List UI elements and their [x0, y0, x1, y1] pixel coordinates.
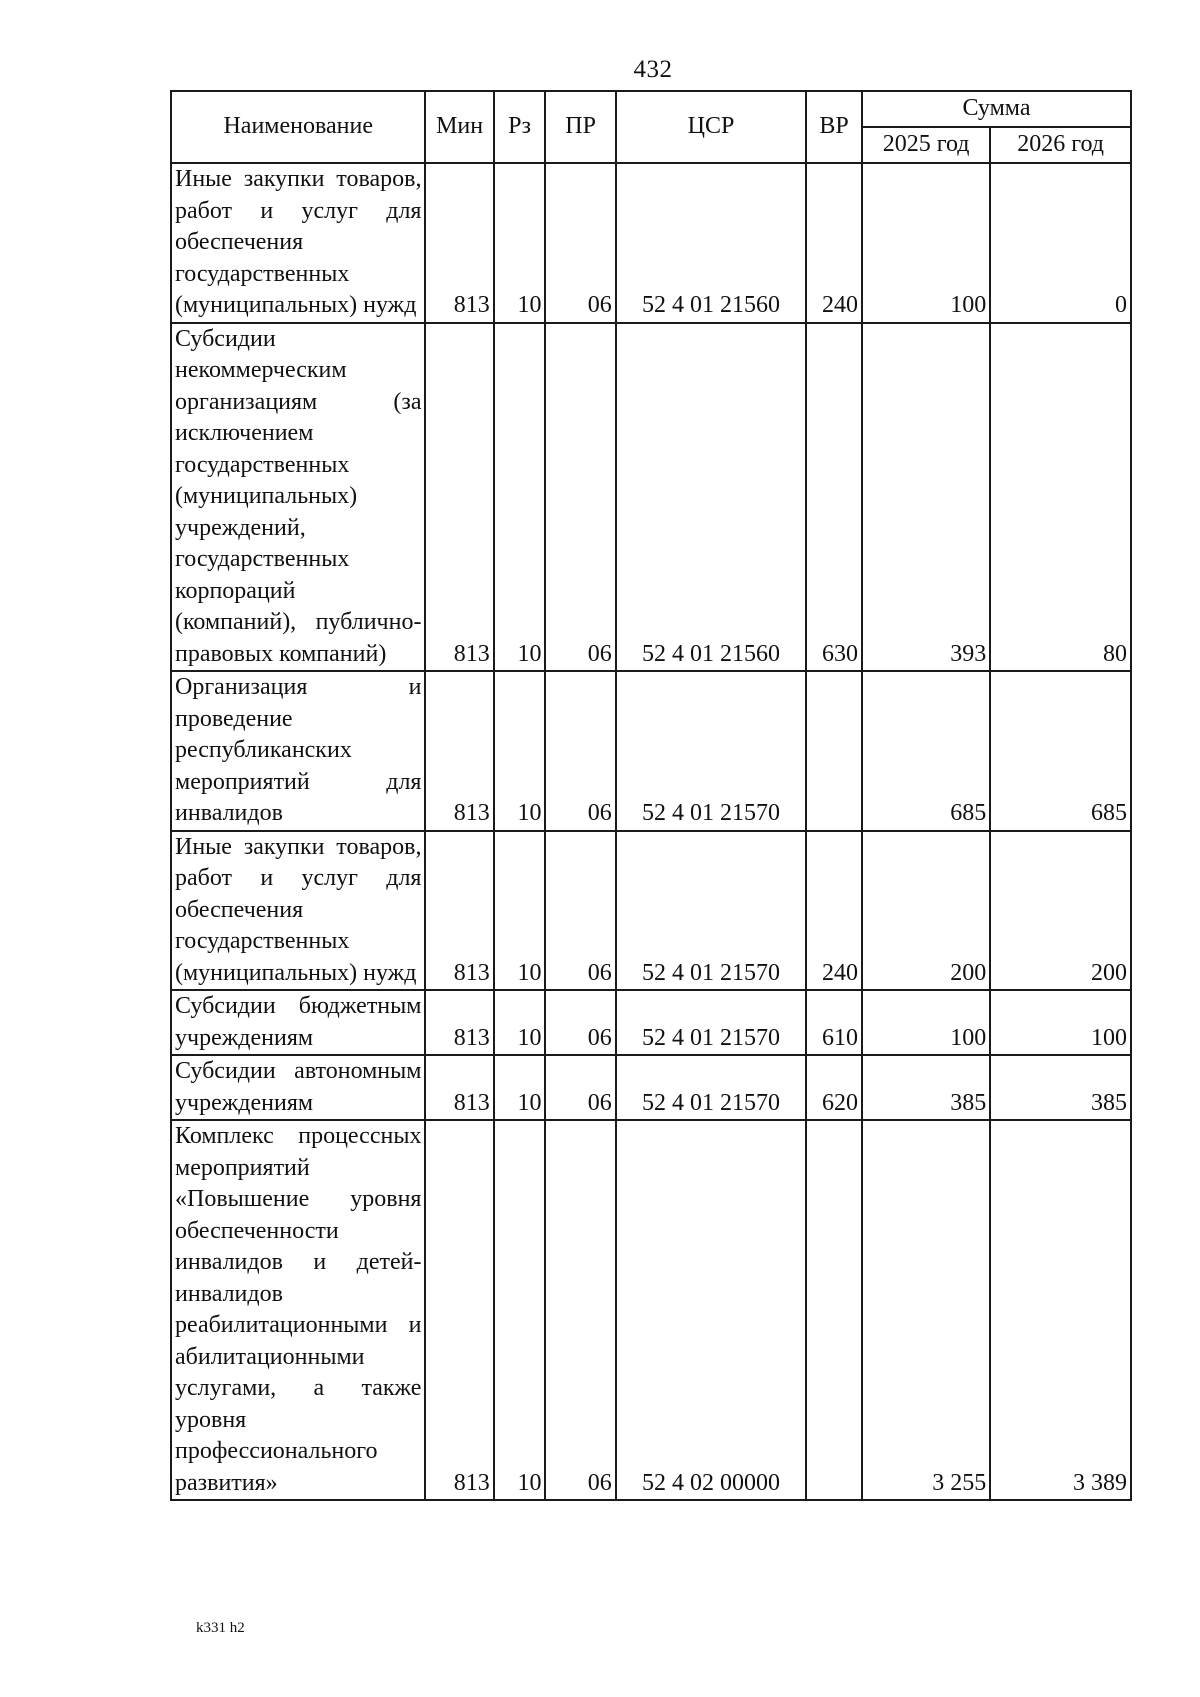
row-vr [806, 671, 862, 831]
page-number: 432 [633, 56, 673, 83]
table-row [171, 831, 1131, 991]
header-rz: Рз [494, 91, 546, 163]
row-vr [806, 1120, 862, 1500]
row-name: Комплекс процессных мероприятий «Повышение уровня обеспеченности инвалидов и детей-инвалидов реабилитационными и абилитационными услугами, а также уровня профессионального развития» [171, 1120, 425, 1500]
row-pr: 06 [545, 1120, 615, 1500]
table-row [171, 163, 1131, 323]
row-amount-2025: 100 [862, 990, 990, 1055]
row-min: 813 [425, 1055, 493, 1120]
row-vr: 630 [806, 323, 862, 672]
row-csr: 52 4 01 21560 [616, 163, 806, 323]
row-amount-2025: 100 [862, 163, 990, 323]
header-row [171, 91, 1131, 127]
row-min: 813 [425, 323, 493, 672]
row-csr: 52 4 01 21570 [616, 671, 806, 831]
header-name: Наименование [171, 91, 425, 163]
row-rz: 10 [494, 671, 546, 831]
row-name: Иные закупки товаров, работ и услуг для обеспечения государственных (муниципальных) нужд [171, 831, 425, 991]
row-amount-2025: 3 255 [862, 1120, 990, 1500]
row-pr: 06 [545, 163, 615, 323]
row-amount-2026: 200 [990, 831, 1131, 991]
table-row [171, 1055, 1131, 1120]
row-vr: 240 [806, 163, 862, 323]
row-amount-2025: 685 [862, 671, 990, 831]
header-pr: ПР [545, 91, 615, 163]
footer-code: k331 h2 [196, 1620, 245, 1636]
row-vr: 620 [806, 1055, 862, 1120]
row-vr: 240 [806, 831, 862, 991]
row-amount-2026: 0 [990, 163, 1131, 323]
row-min: 813 [425, 990, 493, 1055]
row-pr: 06 [545, 323, 615, 672]
table-row [171, 671, 1131, 831]
row-csr: 52 4 01 21570 [616, 831, 806, 991]
row-pr: 06 [545, 831, 615, 991]
row-name: Субсидии бюджетным учреждениям [171, 990, 425, 1055]
row-amount-2025: 385 [862, 1055, 990, 1120]
row-amount-2026: 685 [990, 671, 1131, 831]
row-rz: 10 [494, 1120, 546, 1500]
row-min: 813 [425, 1120, 493, 1500]
header-csr: ЦСР [616, 91, 806, 163]
row-amount-2025: 200 [862, 831, 990, 991]
row-min: 813 [425, 671, 493, 831]
header-year-2026: 2026 год [990, 127, 1131, 163]
table-row [171, 323, 1131, 672]
row-amount-2026: 3 389 [990, 1120, 1131, 1500]
table-row [171, 990, 1131, 1055]
row-pr: 06 [545, 671, 615, 831]
row-pr: 06 [545, 1055, 615, 1120]
row-amount-2025: 393 [862, 323, 990, 672]
row-name: Субсидии автономным учреждениям [171, 1055, 425, 1120]
header-min: Мин [425, 91, 493, 163]
row-min: 813 [425, 163, 493, 323]
row-rz: 10 [494, 163, 546, 323]
table-row [171, 1120, 1131, 1500]
budget-table [170, 90, 1132, 1501]
row-amount-2026: 385 [990, 1055, 1131, 1120]
row-name: Субсидии некоммерческим организациям (за исключением государственных (муниципальных) учреждений, государственных корпораций (компаний), публично-правовых компаний) [171, 323, 425, 672]
row-rz: 10 [494, 831, 546, 991]
row-pr: 06 [545, 990, 615, 1055]
header-sum: Сумма [862, 91, 1131, 127]
row-name: Иные закупки товаров, работ и услуг для обеспечения государственных (муниципальных) нужд [171, 163, 425, 323]
row-name: Организация и проведение республиканских мероприятий для инвалидов [171, 671, 425, 831]
row-csr: 52 4 01 21570 [616, 1055, 806, 1120]
header-vr: ВР [806, 91, 862, 163]
row-amount-2026: 80 [990, 323, 1131, 672]
row-min: 813 [425, 831, 493, 991]
row-amount-2026: 100 [990, 990, 1131, 1055]
row-csr: 52 4 01 21560 [616, 323, 806, 672]
row-vr: 610 [806, 990, 862, 1055]
row-rz: 10 [494, 323, 546, 672]
header-year-2025: 2025 год [862, 127, 990, 163]
row-rz: 10 [494, 990, 546, 1055]
row-rz: 10 [494, 1055, 546, 1120]
row-csr: 52 4 02 00000 [616, 1120, 806, 1500]
row-csr: 52 4 01 21570 [616, 990, 806, 1055]
